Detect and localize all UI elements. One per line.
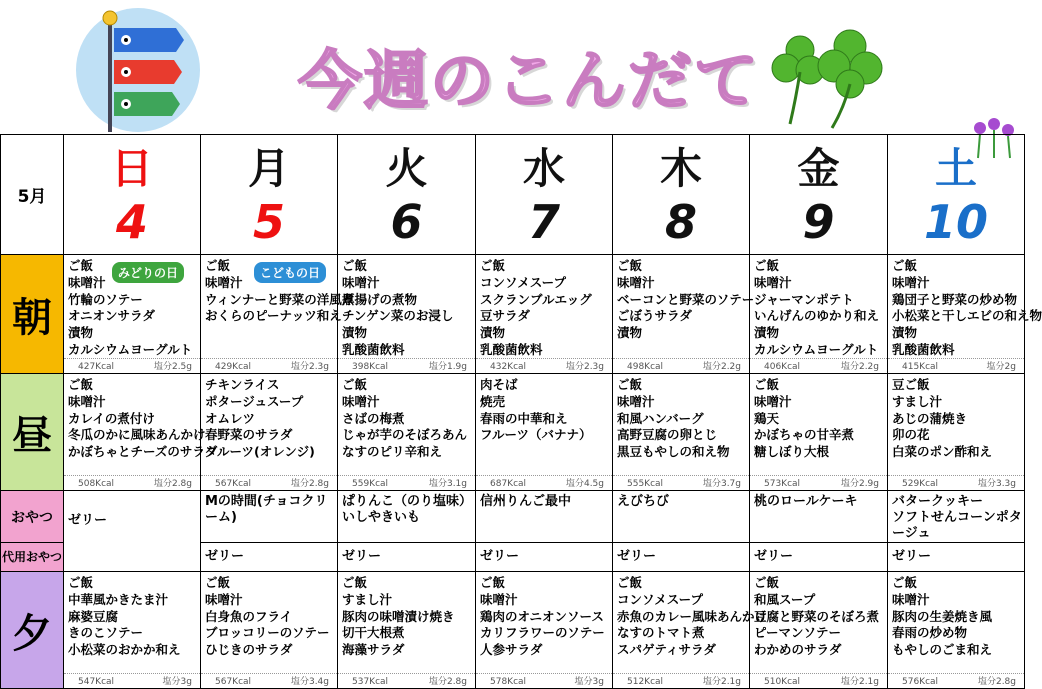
menu-item: 漬物 [342,325,368,341]
menu-item: カリフラワーのソテー [480,625,605,641]
menu-item: わかめのサラダ [754,642,842,658]
menu-item: 人参サラダ [480,642,543,658]
menu-item: 赤魚のカレー風味あんかけ [617,608,768,624]
breakfast-label: 朝 [1,255,64,374]
nutrition-footer [201,358,337,373]
menu-item: 豆ご飯 [892,377,930,392]
menu-item: フルーツ(オレンジ) [205,444,315,460]
salt-content: 塩分2.1g [840,677,879,687]
lunch-row [1,374,1025,491]
header-row [1,135,1025,255]
menu-items [613,572,768,659]
breakfast-cell-tue [338,255,476,374]
menu-item: ご飯 [892,575,918,590]
menu-item: ご飯 [342,377,368,392]
menu-items [201,572,337,659]
menu-items [338,374,475,461]
menu-item: フルーツ（バナナ） [480,427,592,443]
snack-item: ゼリー [68,513,108,528]
day-name: 木 [659,144,702,193]
snack-cell-wed [476,491,613,543]
menu-item: 漬物 [480,325,506,341]
day-header-mon [201,135,338,255]
day-name: 水 [522,144,565,193]
dinner-cell-sun [64,572,201,689]
day-header-tue [338,135,476,255]
nutrition-footer [613,475,749,490]
menu-item: もやしのごま和え [892,642,993,658]
menu-items [476,374,612,444]
salt-content: 塩分2.9g [840,479,879,489]
menu-item: ご飯 [68,575,94,590]
dinner-cell-fri [750,572,888,689]
alt-snack-cell-wed [476,543,613,572]
nutrition-footer [201,475,337,490]
nutrition-footer [476,475,612,490]
alt-snack-cell-tue [338,543,476,572]
menu-item: スパゲティサラダ [617,642,716,658]
menu-items [64,572,200,659]
menu-item: 豚肉の味噌漬け焼き [342,608,455,624]
clover-icon [770,28,890,132]
nutrition-footer [613,358,749,373]
dinner-label: 夕 [1,572,64,689]
menu-item: 味噌汁 [892,274,930,290]
calories: 510Kcal [764,677,801,687]
month-label: 5月 [1,135,64,255]
menu-item: ご飯 [617,377,643,392]
calories: 573Kcal [764,479,801,489]
menu-item: なすのピリ辛和え [342,444,443,460]
dinner-cell-tue [338,572,476,689]
menu-item: さばの梅煮 [342,410,405,426]
menu-item: 味噌汁 [342,274,380,290]
menu-item: ご飯 [754,377,780,392]
day-number: 4 [115,195,148,249]
day-header-wed [476,135,613,255]
menu-item: 鶏団子と野菜の炒め物 [892,291,1018,307]
menu-item: 漬物 [892,325,918,341]
snack-item: 桃のロールケーキ [754,494,858,509]
snack-item: バタークッキー [892,494,984,509]
menu-item: 竹輪のソテー [68,291,143,307]
calories: 415Kcal [902,362,939,372]
snack-cell-fri [750,491,888,543]
dinner-cell-sat [888,572,1025,689]
menu-item: 漬物 [68,325,94,341]
menu-item: 乳酸菌飲料 [342,341,405,357]
menu-item: 白身魚のフライ [205,608,293,624]
alt-snack-item: ゼリー [480,549,520,564]
dinner-row [1,572,1025,689]
menu-item: ご飯 [617,258,643,273]
salt-content: 塩分3.3g [977,479,1016,489]
day-number: 10 [923,195,988,249]
menu-item: かぼちゃの甘辛煮 [754,427,855,443]
menu-item: 乳酸菌飲料 [892,341,955,357]
menu-item: ひじきのサラダ [205,642,293,658]
menu-items [750,255,887,359]
menu-items [613,255,755,342]
menu-item: じゃが芋のそぼろあん [342,427,468,443]
menu-item: 漬物 [754,325,780,341]
nutrition-footer [476,358,612,373]
day-number: 9 [802,195,835,249]
snack-cell-sat [888,491,1025,543]
menu-item: 糖しぼり大根 [754,444,830,460]
calories: 567Kcal [215,677,252,687]
menu-item: ご飯 [342,575,368,590]
salt-content: 塩分3g [574,677,604,687]
alt-snack-cell-fri [750,543,888,572]
calories: 576Kcal [902,677,939,687]
salt-content: 塩分2g [986,362,1016,372]
menu-item: 白菜のポン酢和え [892,444,993,460]
menu-items [750,374,887,461]
menu-items [750,572,887,659]
day-name: 日 [110,144,153,193]
menu-item: ウィンナーと野菜の洋風煮 [205,291,355,307]
menu-item: 味噌汁 [68,274,106,290]
menu-item: 味噌汁 [617,274,655,290]
header [0,0,1024,134]
page-title: 今週のこんだて [298,45,760,119]
nutrition-footer [201,673,337,688]
salt-content: 塩分2.2g [702,362,741,372]
menu-item: カルシウムヨーグルト [68,341,193,357]
day-name: 土 [934,144,977,193]
lunch-cell-fri [750,374,888,491]
menu-item: 黒豆もやしの和え物 [617,444,730,460]
lunch-label: 昼 [1,374,64,491]
calories: 429Kcal [215,362,252,372]
salt-content: 塩分3.7g [702,479,741,489]
alt-snack-cell-mon [201,543,338,572]
menu-item: 味噌汁 [205,274,243,290]
day-name: 月 [247,144,290,193]
breakfast-cell-wed [476,255,613,374]
day-name: 火 [385,144,428,193]
snack-item: Mの時間(チョコクリーム) [205,494,328,525]
menu-item: 厚揚げの煮物 [342,291,418,307]
menu-item: 高野豆腐の卵とじ [617,427,718,443]
salt-content: 塩分1.9g [428,362,467,372]
menu-item: かぼちゃとチーズのサラダ [68,444,218,460]
day-number: 6 [390,195,423,249]
menu-items [888,255,1042,359]
nutrition-footer [338,358,475,373]
calories: 508Kcal [78,479,115,489]
day-number: 8 [664,195,697,249]
nutrition-footer [750,358,887,373]
menu-item: 味噌汁 [68,393,106,409]
calories: 406Kcal [764,362,801,372]
menu-item: ご飯 [205,575,231,590]
alt-snack-item: ゼリー [342,549,382,564]
koinobori-icon [76,8,200,132]
day-header-thu [613,135,750,255]
menu-item: 味噌汁 [754,393,792,409]
menu-item: 麻婆豆腐 [68,608,119,624]
menu-item: おくらのピーナッツ和え [205,308,342,324]
snack-cell-mon [201,491,338,543]
calories: 537Kcal [352,677,389,687]
lunch-cell-tue [338,374,476,491]
menu-item: 春野菜のサラダ [205,427,293,443]
snack-item: ぱりんこ（のり塩味） [342,494,473,509]
menu-item: 味噌汁 [205,591,243,607]
snack-cell-sun [64,491,201,572]
menu-item: 春雨の炒め物 [892,625,968,641]
menu-item: カルシウムヨーグルト [754,341,879,357]
menu-item: 鶏肉のオニオンソース [480,608,604,624]
day-number: 7 [527,195,560,249]
calories: 529Kcal [902,479,939,489]
menu-item: すまし汁 [892,393,943,409]
breakfast-cell-fri [750,255,888,374]
menu-item: 冬瓜のかに風味あんかけ [68,427,206,443]
nutrition-footer [888,475,1024,490]
salt-content: 塩分2.3g [565,362,604,372]
menu-items [888,572,1024,659]
alt-snack-cell-sat [888,543,1025,572]
snack-item: えびちび [617,494,670,509]
menu-item: ご飯 [68,258,94,273]
calories: 427Kcal [78,362,115,372]
salt-content: 塩分3.1g [428,479,467,489]
nutrition-footer [750,475,887,490]
holiday-badge-sun: みどりの日 [112,262,184,283]
menu-item: カレイの煮付け [68,410,155,426]
menu-item: ご飯 [754,575,780,590]
menu-item: ブロッコリーのソテー [205,625,330,641]
lunch-cell-sat [888,374,1025,491]
salt-content: 塩分2.5g [153,362,192,372]
nutrition-footer [64,673,200,688]
menu-item: 小松菜のおかか和え [68,642,181,658]
alt-snack-item: ゼリー [617,549,657,564]
calories: 498Kcal [627,362,664,372]
menu-item: ピーマンソテー [754,625,842,641]
menu-item: チキンライス [205,377,280,392]
menu-item: 卯の花 [892,427,930,443]
menu-item: 味噌汁 [617,393,655,409]
lunch-cell-wed [476,374,613,491]
menu-item: ベーコンと野菜のソテー [617,291,755,307]
alt-snack-item: ゼリー [754,549,794,564]
calories: 555Kcal [627,479,664,489]
menu-item: 乳酸菌飲料 [480,341,543,357]
snack-item: いしやきいも [342,510,421,525]
salt-content: 塩分2.8g [977,677,1016,687]
lunch-cell-thu [613,374,750,491]
menu-item: 豆サラダ [480,308,530,324]
calories: 547Kcal [78,677,115,687]
menu-items [338,255,475,359]
menu-items [613,374,749,461]
menu-item: なすのトマト煮 [617,625,705,641]
dinner-cell-mon [201,572,338,689]
menu-item: 豆腐と野菜のそぼろ煮 [754,608,880,624]
menu-item: ご飯 [68,377,94,392]
nutrition-footer [64,358,200,373]
menu-item: ご飯 [342,258,368,273]
snack-label: おやつ [1,491,64,543]
menu-item: オムレツ [205,410,256,426]
alt-snack-item: ゼリー [205,549,245,564]
salt-content: 塩分2.1g [702,677,741,687]
day-header-sat [888,135,1025,255]
snack-item: ソフトせんコーンポタージュ [892,510,1022,541]
day-header-fri [750,135,888,255]
menu-item: 味噌汁 [342,393,380,409]
menu-item: ご飯 [205,258,231,273]
menu-item: ご飯 [480,258,506,273]
menu-item: あじの蒲焼き [892,410,968,426]
alt-snack-item: ゼリー [892,549,932,564]
salt-content: 塩分2.2g [840,362,879,372]
menu-item: 春雨の中華和え [480,410,568,426]
menu-item: コンソメスープ [480,274,567,290]
menu-item: 肉そば [480,377,518,392]
snack-cell-thu [613,491,750,543]
calories: 512Kcal [627,677,664,687]
menu-item: オニオンサラダ [68,308,155,324]
menu-item: 味噌汁 [754,274,792,290]
menu-item: ポタージュスープ [205,393,304,409]
holiday-badge-mon: こどもの日 [254,262,326,283]
menu-table [0,134,1042,689]
menu-item: 切干大根煮 [342,625,405,641]
menu-item: 焼売 [480,393,506,409]
menu-items [338,572,475,659]
nutrition-footer [888,673,1024,688]
menu-item: ご飯 [892,258,918,273]
menu-item: ご飯 [617,575,643,590]
menu-item: チンゲン菜のお浸し [342,308,454,324]
nutrition-footer [750,673,887,688]
salt-content: 塩分2.8g [290,479,329,489]
alt-snack-cell-thu [613,543,750,572]
snack-item: 信州りんご最中 [480,494,572,509]
nutrition-footer [64,475,200,490]
menu-items [476,572,612,659]
breakfast-cell-sat [888,255,1042,374]
nutrition-footer [476,673,612,688]
salt-content: 塩分3.4g [290,677,329,687]
menu-item: コンソメスープ [617,591,704,607]
snack-cell-tue [338,491,476,543]
day-name: 金 [797,144,840,193]
calories: 687Kcal [490,479,527,489]
menu-item: 豚肉の生姜焼き風 [892,608,993,624]
menu-item: ご飯 [754,258,780,273]
menu-items [64,374,218,461]
menu-items [476,255,612,359]
menu-item: 鶏天 [754,410,780,426]
salt-content: 塩分3g [162,677,192,687]
calories: 559Kcal [352,479,389,489]
breakfast-cell-thu [613,255,755,374]
nutrition-footer [338,475,475,490]
nutrition-footer [613,673,749,688]
salt-content: 塩分2.3g [290,362,329,372]
lunch-cell-mon [201,374,338,491]
menu-item: 味噌汁 [480,591,518,607]
menu-item: きのこソテー [68,625,144,641]
day-number: 5 [252,195,285,249]
menu-item: 漬物 [617,325,643,341]
nutrition-footer [338,673,475,688]
calories: 578Kcal [490,677,527,687]
calories: 432Kcal [490,362,527,372]
calories: 398Kcal [352,362,389,372]
menu-item: スクランブルエッグ [480,291,592,307]
lunch-cell-sun [64,374,218,491]
menu-item: すまし汁 [342,591,393,607]
menu-item: 海藻サラダ [342,642,405,658]
menu-item: 中華風かきたま汁 [68,591,169,607]
menu-item: 味噌汁 [892,591,930,607]
menu-item: 和風スープ [754,591,816,607]
menu-item: 小松菜と干しエビの和え物 [892,308,1042,324]
calories: 567Kcal [215,479,252,489]
menu-item: 和風ハンバーグ [617,410,704,426]
salt-content: 塩分4.5g [565,479,604,489]
menu-item: いんげんのゆかり和え [754,308,880,324]
menu-item: ご飯 [480,575,506,590]
menu-items [888,374,1024,461]
menu-items [201,374,337,461]
nutrition-footer [888,358,1024,373]
menu-item: ジャーマンポテト [754,291,854,307]
dinner-cell-wed [476,572,613,689]
alt-snack-label: 代用おやつ [1,543,64,572]
dinner-cell-thu [613,572,768,689]
salt-content: 塩分2.8g [428,677,467,687]
day-header-sun [64,135,201,255]
snack-row [1,491,1025,543]
menu-item: ごぼうサラダ [617,308,692,324]
salt-content: 塩分2.8g [153,479,192,489]
